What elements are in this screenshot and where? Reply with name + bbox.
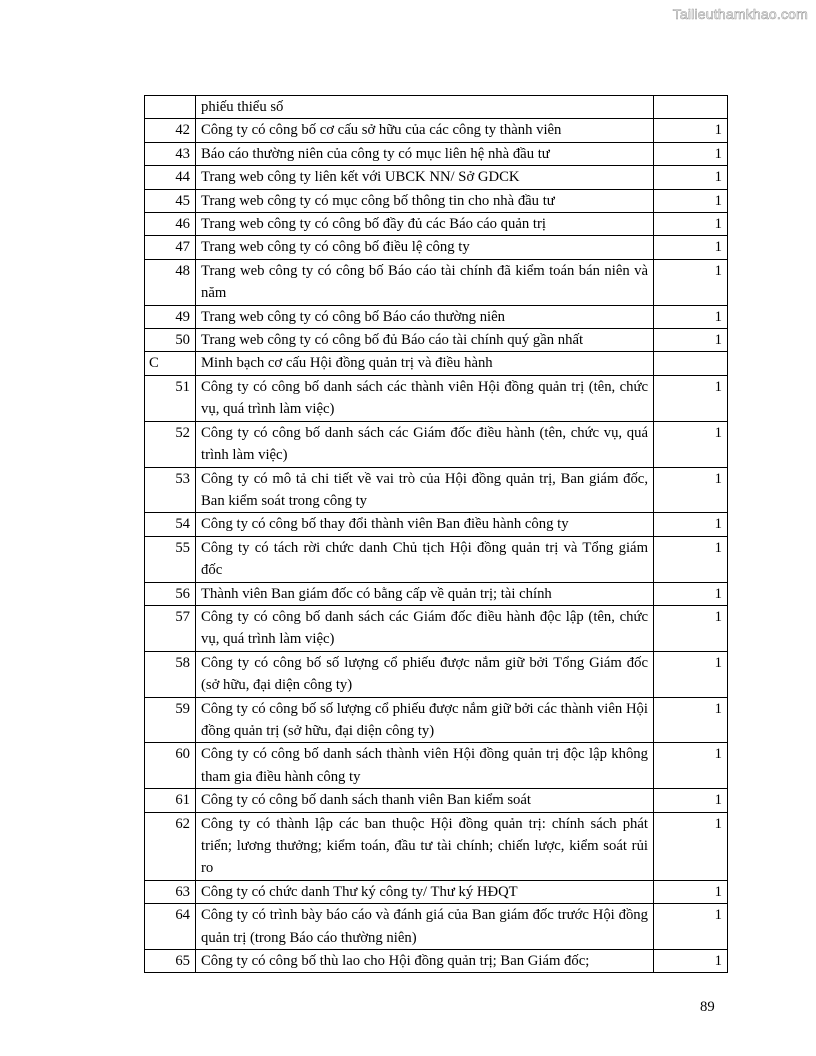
page-number: 89 (700, 999, 715, 1015)
row-criterion: phiếu thiểu số (196, 96, 654, 119)
row-criterion: Công ty có trình bày báo cáo và đánh giá của Ban giám đốc trước Hội đồng quản trị (trong Báo cáo thường niên) (196, 904, 654, 950)
row-number: 62 (145, 812, 196, 880)
row-criterion: Công ty có công bố danh sách các thành viên Hội đồng quản trị (tên, chức vụ, quá trình làm việc) (196, 375, 654, 421)
table-row (145, 213, 728, 236)
criteria-table-body (145, 96, 728, 973)
table-row (145, 789, 728, 812)
row-score: 1 (654, 651, 728, 697)
row-criterion: Trang web công ty có công bố điều lệ công ty (196, 236, 654, 259)
table-row (145, 513, 728, 536)
row-score: 1 (654, 421, 728, 467)
row-number: 46 (145, 213, 196, 236)
table-row (145, 536, 728, 582)
table-row (145, 329, 728, 352)
table-row (145, 743, 728, 789)
row-number: 59 (145, 697, 196, 743)
row-criterion: Công ty có mô tả chi tiết về vai trò của Hội đồng quản trị, Ban giám đốc, Ban kiểm soát trong công ty (196, 467, 654, 513)
row-score (654, 352, 728, 375)
table-row (145, 259, 728, 305)
row-criterion: Trang web công ty có công bố Báo cáo thường niên (196, 305, 654, 328)
row-criterion: Công ty có công bố danh sách thành viên Hội đồng quản trị độc lập không tham gia điều hành công ty (196, 743, 654, 789)
row-score: 1 (654, 880, 728, 903)
row-score: 1 (654, 236, 728, 259)
row-criterion: Trang web công ty có mục công bố thông tin cho nhà đầu tư (196, 189, 654, 212)
row-score: 1 (654, 605, 728, 651)
table-row (145, 651, 728, 697)
row-score: 1 (654, 904, 728, 950)
row-score: 1 (654, 305, 728, 328)
row-number: 48 (145, 259, 196, 305)
row-number: 55 (145, 536, 196, 582)
row-criterion: Công ty có thành lập các ban thuộc Hội đồng quản trị: chính sách phát triển; lương thưởng; kiểm toán, đầu tư tài chính; chiến lược, kiểm soát rủi ro (196, 812, 654, 880)
row-criterion: Công ty có công bố thay đổi thành viên Ban điều hành công ty (196, 513, 654, 536)
row-criterion: Công ty có công bố danh sách các Giám đốc điều hành độc lập (tên, chức vụ, quá trình làm việc) (196, 605, 654, 651)
table-row (145, 904, 728, 950)
row-criterion: Trang web công ty liên kết với UBCK NN/ Sở GDCK (196, 166, 654, 189)
table-row (145, 236, 728, 259)
row-number: 57 (145, 605, 196, 651)
row-number (145, 96, 196, 119)
row-number: 64 (145, 904, 196, 950)
table-row (145, 96, 728, 119)
table-row (145, 812, 728, 880)
row-criterion: Công ty có công bố danh sách thanh viên Ban kiểm soát (196, 789, 654, 812)
table-row (145, 880, 728, 903)
row-number: 56 (145, 582, 196, 605)
row-score: 1 (654, 119, 728, 142)
row-number: 53 (145, 467, 196, 513)
table-row (145, 375, 728, 421)
row-score: 1 (654, 166, 728, 189)
table-row (145, 142, 728, 165)
row-criterion: Công ty có công bố số lượng cổ phiếu được nắm giữ bởi Tổng Giám đốc (sở hữu, đại diện công ty) (196, 651, 654, 697)
table-row (145, 605, 728, 651)
row-score: 1 (654, 812, 728, 880)
table-row (145, 467, 728, 513)
watermark: Tailieuthamkhao.com (672, 6, 808, 22)
table-row (145, 421, 728, 467)
row-number: 47 (145, 236, 196, 259)
row-score: 1 (654, 697, 728, 743)
row-criterion: Công ty có công bố số lượng cổ phiếu được nắm giữ bởi các thành viên Hội đồng quản trị (sở hữu, đại diện công ty) (196, 697, 654, 743)
row-score: 1 (654, 582, 728, 605)
row-criterion: Công ty có tách rời chức danh Chủ tịch Hội đồng quản trị và Tổng giám đốc (196, 536, 654, 582)
table-row (145, 305, 728, 328)
row-criterion: Công ty có công bố cơ cấu sở hữu của các công ty thành viên (196, 119, 654, 142)
row-score: 1 (654, 213, 728, 236)
table-row (145, 189, 728, 212)
row-score: 1 (654, 142, 728, 165)
row-score: 1 (654, 189, 728, 212)
row-score: 1 (654, 375, 728, 421)
table-row (145, 119, 728, 142)
row-score: 1 (654, 513, 728, 536)
row-score: 1 (654, 467, 728, 513)
table-row (145, 950, 728, 973)
row-number: 52 (145, 421, 196, 467)
row-criterion: Trang web công ty có công bố đủ Báo cáo tài chính quý gần nhất (196, 329, 654, 352)
table-row (145, 582, 728, 605)
row-number: 50 (145, 329, 196, 352)
criteria-table (144, 95, 728, 973)
row-number: 61 (145, 789, 196, 812)
row-number: 60 (145, 743, 196, 789)
table-row (145, 697, 728, 743)
section-row (145, 352, 728, 375)
row-number: 65 (145, 950, 196, 973)
row-number: 51 (145, 375, 196, 421)
row-criterion: Báo cáo thường niên của công ty có mục liên hệ nhà đầu tư (196, 142, 654, 165)
row-number: 49 (145, 305, 196, 328)
row-number: 58 (145, 651, 196, 697)
row-number: 63 (145, 880, 196, 903)
section-label: C (145, 352, 196, 375)
row-number: 42 (145, 119, 196, 142)
row-criterion: Trang web công ty có công bố đầy đủ các Báo cáo quản trị (196, 213, 654, 236)
row-score: 1 (654, 743, 728, 789)
row-criterion: Công ty có công bố thù lao cho Hội đồng quản trị; Ban Giám đốc; (196, 950, 654, 973)
row-criterion: Trang web công ty có công bố Báo cáo tài chính đã kiểm toán bán niên và năm (196, 259, 654, 305)
row-criterion: Thành viên Ban giám đốc có bằng cấp về quản trị; tài chính (196, 582, 654, 605)
section-title: Minh bạch cơ cấu Hội đồng quản trị và điều hành (196, 352, 654, 375)
row-number: 44 (145, 166, 196, 189)
row-number: 43 (145, 142, 196, 165)
row-score: 1 (654, 259, 728, 305)
row-score: 1 (654, 950, 728, 973)
row-number: 54 (145, 513, 196, 536)
row-criterion: Công ty có chức danh Thư ký công ty/ Thư ký HĐQT (196, 880, 654, 903)
table-row (145, 166, 728, 189)
row-criterion: Công ty có công bố danh sách các Giám đốc điều hành (tên, chức vụ, quá trình làm việc) (196, 421, 654, 467)
row-score (654, 96, 728, 119)
row-number: 45 (145, 189, 196, 212)
row-score: 1 (654, 329, 728, 352)
row-score: 1 (654, 536, 728, 582)
row-score: 1 (654, 789, 728, 812)
